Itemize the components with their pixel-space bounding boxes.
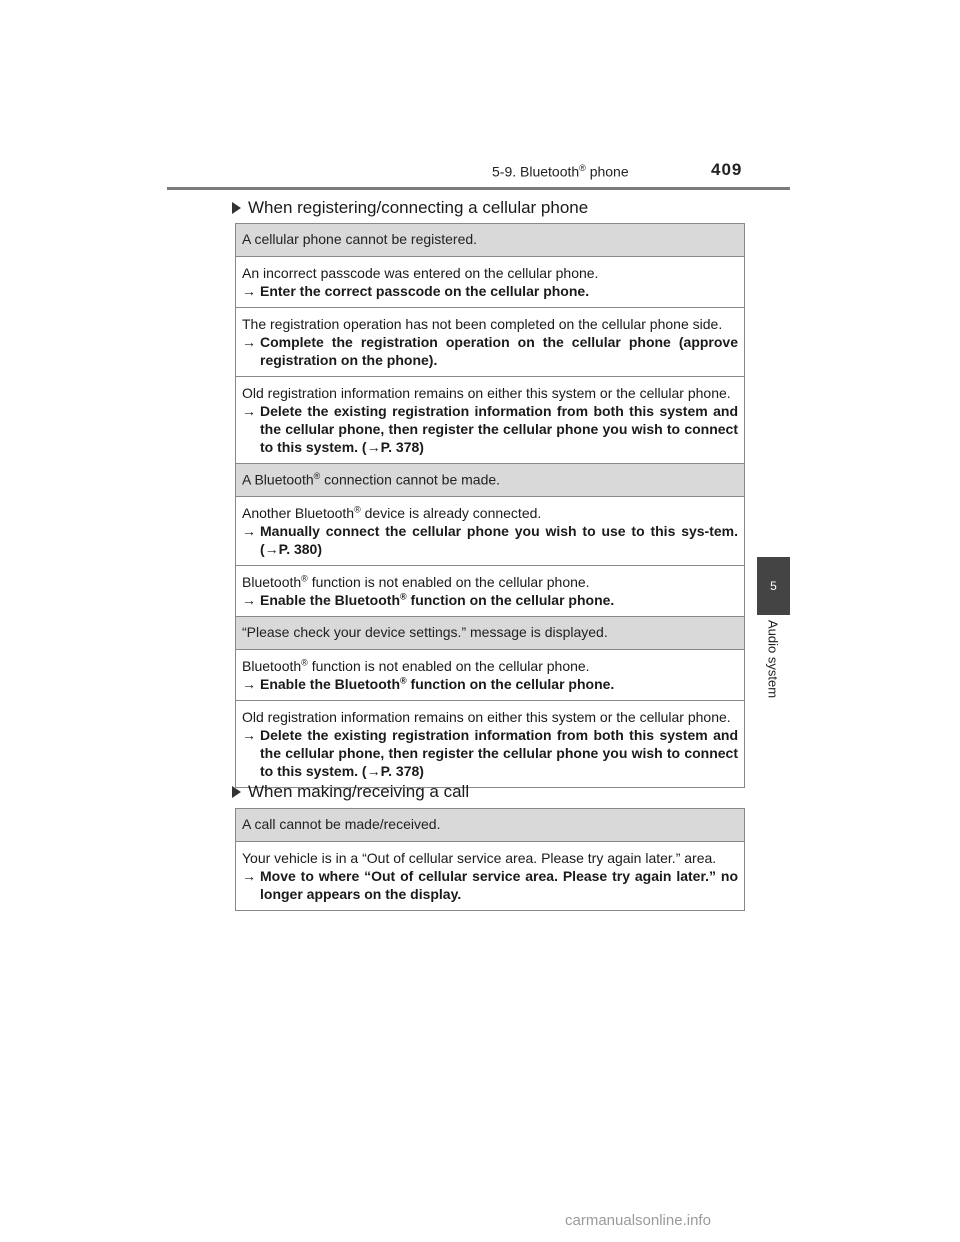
cause-text: Your vehicle is in a “Out of cellular service area. Please try again later.” area. bbox=[242, 850, 717, 866]
page-reference-link[interactable]: P. 380) bbox=[278, 541, 323, 557]
troubleshooting-table-registering bbox=[235, 223, 745, 788]
section-heading-registering: When registering/connecting a cellular phone bbox=[232, 198, 588, 218]
chapter-label: Audio system bbox=[765, 620, 781, 699]
triangle-arrow-icon bbox=[232, 786, 241, 798]
problem-row: A Bluetooth® connection cannot be made. bbox=[236, 464, 744, 497]
section-title: 5-9. Bluetooth® phone bbox=[492, 163, 629, 180]
remedy-text: → Enable the Bluetooth® function on the cellular phone. bbox=[242, 591, 615, 608]
section-heading-calls: When making/receiving a call bbox=[232, 782, 469, 802]
cause-row bbox=[236, 566, 744, 617]
cause-text: Old registration information remains on either this system or the cellular phone. bbox=[242, 709, 731, 725]
arrow-right-icon: → bbox=[242, 523, 256, 539]
problem-row: A call cannot be made/received. bbox=[236, 809, 744, 842]
cause-text: Bluetooth® function is not enabled on the cellular phone. bbox=[242, 657, 590, 674]
page-reference-link[interactable]: P. 378) bbox=[380, 439, 424, 455]
remedy-text: → Delete the existing registration information from both this system and the cellular phone, then register the cellular phone you wish to connect to this system. (→P. 378) bbox=[242, 403, 738, 455]
arrow-right-icon: → bbox=[242, 868, 256, 884]
cause-row bbox=[236, 650, 744, 701]
remedy-text: → Move to where “Out of cellular service area. Please try again later.” no longer appears on the display. bbox=[242, 868, 738, 902]
cause-row bbox=[236, 701, 744, 787]
remedy-text: → Complete the registration operation on the cellular phone (approve registration on the phone). bbox=[242, 334, 738, 368]
remedy-text: → Enable the Bluetooth® function on the cellular phone. bbox=[242, 675, 615, 692]
header-divider bbox=[167, 187, 790, 190]
remedy-text: → Delete the existing registration information from both this system and the cellular phone, then register the cellular phone you wish to connect to this system. (→P. 378) bbox=[242, 727, 738, 779]
chapter-tab[interactable]: 5 bbox=[757, 557, 790, 615]
arrow-right-icon: → bbox=[242, 676, 256, 692]
cause-text: Bluetooth® function is not enabled on the cellular phone. bbox=[242, 573, 590, 590]
page-number: 409 bbox=[711, 160, 743, 179]
cause-text: Old registration information remains on either this system or the cellular phone. bbox=[242, 385, 731, 401]
arrow-right-icon: → bbox=[242, 283, 256, 299]
remedy-text: → Enter the correct passcode on the cellular phone. bbox=[242, 283, 590, 299]
arrow-right-icon: → bbox=[242, 592, 256, 608]
arrow-right-icon: → bbox=[242, 403, 256, 419]
cause-text: An incorrect passcode was entered on the cellular phone. bbox=[242, 265, 599, 281]
remedy-text: → Manually connect the cellular phone you wish to use to this sys-tem. (→P. 380) bbox=[242, 523, 738, 557]
cause-row bbox=[236, 497, 744, 566]
triangle-arrow-icon bbox=[232, 202, 241, 214]
watermark: carmanualsonline.info bbox=[565, 1212, 711, 1229]
troubleshooting-table-calls bbox=[235, 808, 745, 911]
arrow-right-icon: → bbox=[242, 334, 256, 350]
cause-row bbox=[236, 308, 744, 377]
page-reference-link[interactable]: P. 378) bbox=[380, 763, 424, 779]
cause-row bbox=[236, 377, 744, 464]
problem-row: “Please check your device settings.” message is displayed. bbox=[236, 617, 744, 650]
cause-row bbox=[236, 842, 744, 910]
problem-row: A cellular phone cannot be registered. bbox=[236, 224, 744, 257]
arrow-right-icon: → bbox=[242, 727, 256, 743]
cause-text: Another Bluetooth® device is already connected. bbox=[242, 504, 542, 521]
cause-row bbox=[236, 257, 744, 308]
cause-text: The registration operation has not been completed on the cellular phone side. bbox=[242, 316, 723, 332]
